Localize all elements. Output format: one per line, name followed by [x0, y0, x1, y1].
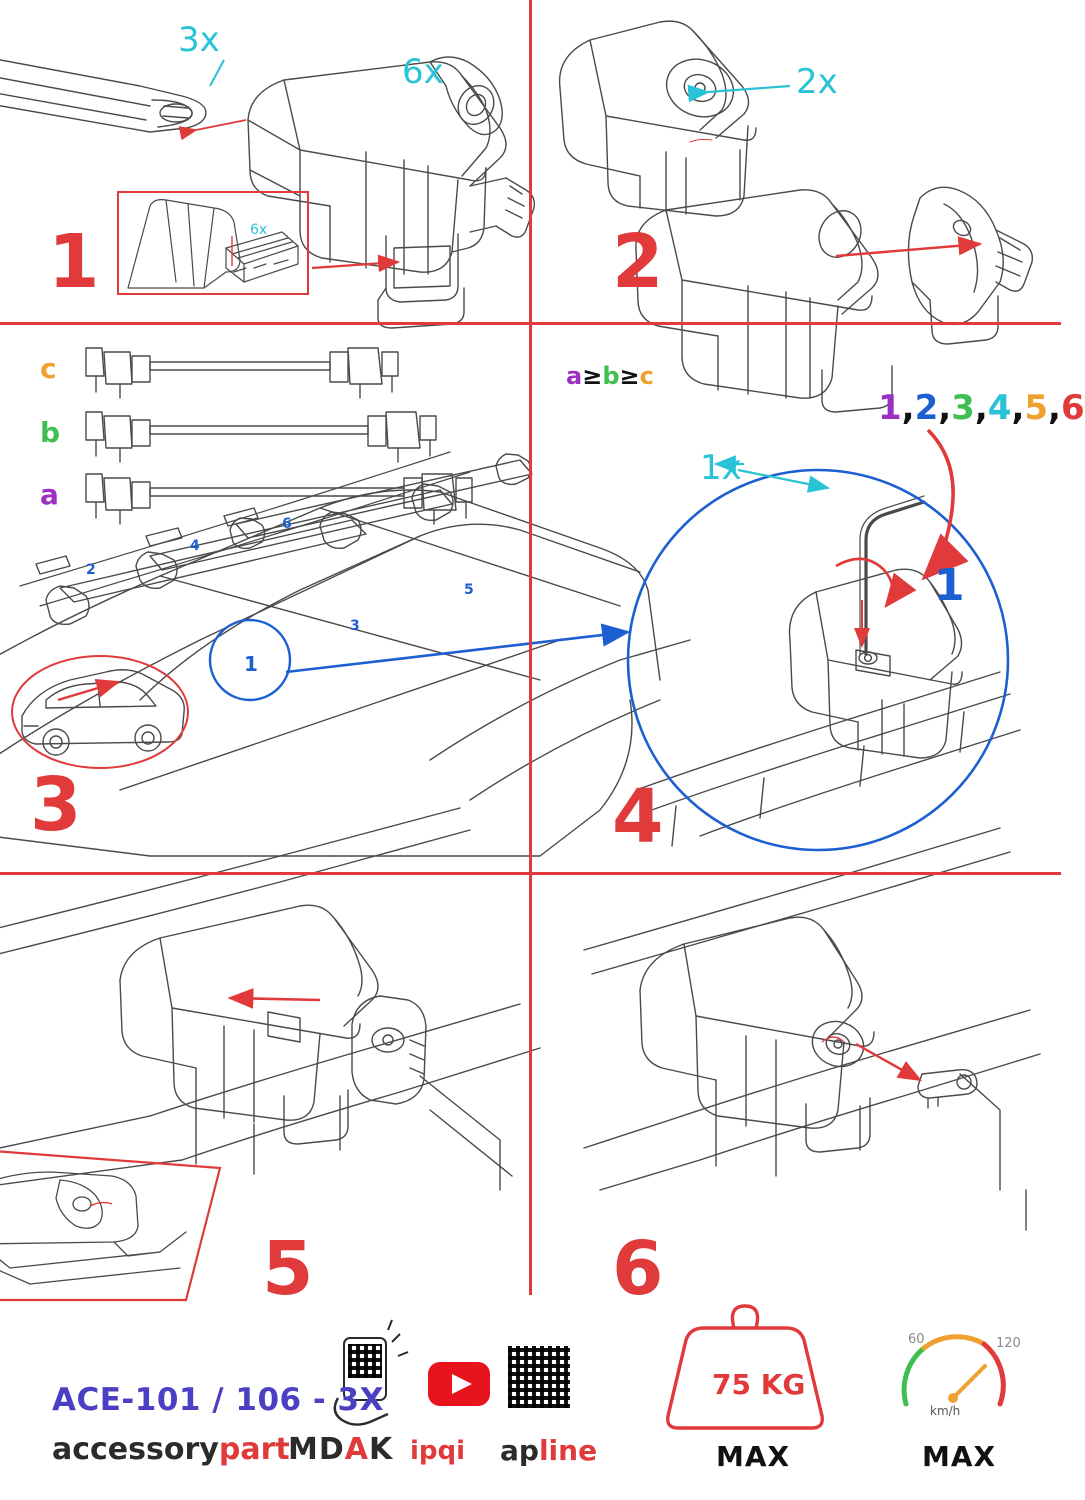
- step-number-5: 5: [262, 1226, 312, 1312]
- brand-mdak-mid: A: [344, 1432, 369, 1467]
- brand-apline: [500, 1434, 597, 1467]
- roof-marker-6: 6: [282, 516, 292, 532]
- size-rule-a: a: [566, 362, 583, 390]
- brand-mdak: [288, 1432, 393, 1467]
- order-item-3: 3: [951, 388, 975, 428]
- size-rule-op1: ≥: [582, 362, 603, 390]
- roof-marker-1: 1: [244, 652, 258, 676]
- size-rule-op2: ≥: [619, 362, 640, 390]
- brand-accessorypart: [52, 1432, 290, 1467]
- speed-tick-60: 60: [908, 1332, 925, 1347]
- model-code: ACE-101 / 106 - 3X: [52, 1382, 385, 1418]
- order-item-1: 1: [878, 388, 902, 428]
- step-number-2: 2: [612, 219, 662, 305]
- label-size-b: b: [40, 416, 61, 449]
- weight-limit-label: MAX: [716, 1440, 791, 1473]
- speed-limit-label: MAX: [922, 1440, 997, 1473]
- detail-step-number: 1: [934, 560, 965, 611]
- qr-scan-hand-icon[interactable]: [348, 1344, 382, 1378]
- brand-mdak-suffix: K: [368, 1432, 394, 1467]
- order-item-2: 2: [914, 388, 939, 428]
- roof-marker-5: 5: [464, 582, 474, 598]
- roof-marker-2: 2: [86, 562, 96, 578]
- quantity-6x-inset: 6x: [250, 222, 268, 238]
- brand-accessorypart-prefix: accessory: [52, 1432, 219, 1467]
- size-rule: [566, 362, 654, 390]
- tightening-order: 1,2,3,4,5,6: [878, 388, 1085, 428]
- label-size-c: c: [40, 352, 57, 385]
- step-number-1: 1: [48, 219, 98, 305]
- order-item-4: 4: [987, 388, 1012, 428]
- speed-tick-120: 120: [996, 1336, 1021, 1351]
- roof-marker-3: 3: [350, 618, 360, 634]
- size-rule-c: c: [639, 362, 654, 390]
- step-number-4: 4: [612, 774, 662, 860]
- order-item-5: 5: [1024, 388, 1049, 428]
- brand-ipqi: ipqi: [410, 1436, 466, 1466]
- quantity-3x: 3x: [178, 20, 220, 60]
- speed-unit-label: km/h: [930, 1404, 961, 1418]
- brand-mdak-prefix: MD: [288, 1432, 345, 1467]
- order-item-6: 6: [1060, 388, 1085, 428]
- step-number-6: 6: [612, 1226, 662, 1312]
- qr-code-icon[interactable]: [508, 1346, 570, 1408]
- section-divider-vertical-top: [529, 0, 532, 322]
- label-size-a: a: [40, 478, 59, 511]
- roof-marker-4: 4: [190, 538, 200, 554]
- weight-limit-value: 75 KG: [712, 1368, 806, 1401]
- quantity-2x: 2x: [796, 62, 838, 102]
- brand-accessorypart-suffix: part: [218, 1432, 290, 1467]
- brand-apline-suffix: line: [538, 1434, 598, 1467]
- quantity-6x: 6x: [402, 52, 444, 92]
- section-divider-vertical-mid: [529, 325, 532, 872]
- brand-apline-prefix: ap: [500, 1434, 539, 1467]
- section-divider-vertical-bottom: [529, 875, 532, 1295]
- step-number-3: 3: [30, 762, 80, 848]
- size-rule-b: b: [602, 362, 620, 390]
- quantity-1x: 1x: [700, 448, 742, 488]
